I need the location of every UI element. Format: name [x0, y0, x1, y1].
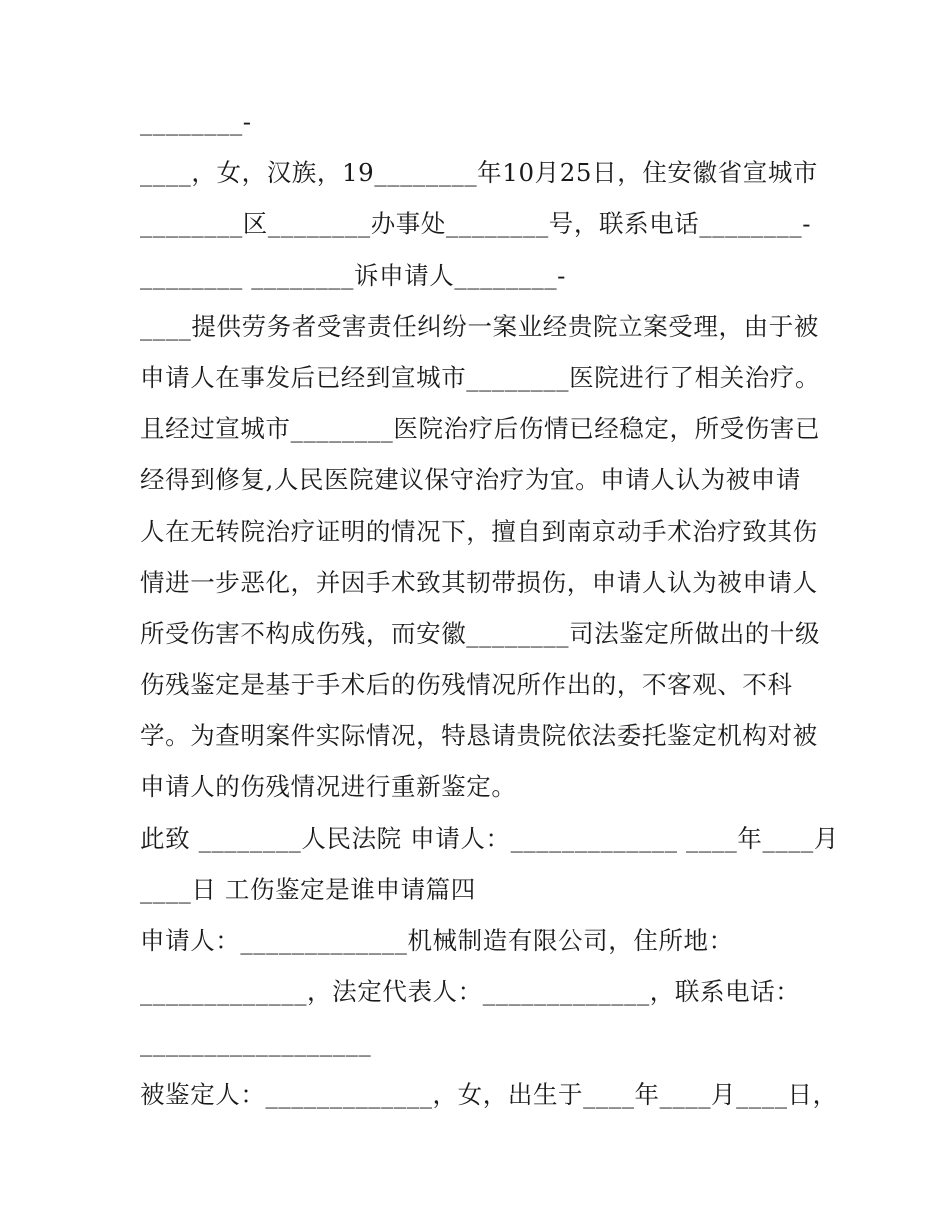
text-line-18: _____________，法定代表人：_____________，联系电话：: [140, 977, 801, 1007]
text-line-14: 申请人的伤残情况进行重新鉴定。: [140, 772, 517, 802]
text-line-19: __________________: [140, 1028, 372, 1058]
text-line-5: ____提供劳务者受害责任纠纷一案业经贵院立案受理，由于被: [140, 311, 819, 341]
text-line-8: 经得到修复,人民医院建议保守治疗为宜。申请人认为被申请: [140, 465, 801, 495]
text-line-7: 且经过宣城市________医院治疗后伤情已经稳定，所受伤害已: [140, 414, 821, 444]
text-line-17: 申请人：_____________机械制造有限公司，住所地：: [140, 926, 734, 955]
document-page: [140, 96, 840, 1120]
text-line-3: ________区________办事处________号，联系电话________-: [140, 209, 812, 239]
section-heading-line: ____日 工伤鉴定是谁申请篇四: [140, 874, 476, 904]
text-line-1: ________-: [140, 107, 252, 136]
text-line-20: 被鉴定人：_____________，女，出生于____年____月____日，: [140, 1079, 838, 1109]
text-line-15: 此致 ________人民法院 申请人：_____________ ____年____月: [140, 823, 840, 853]
text-line-2: ____，女，汉族，19________年10月25日，住安徽省宣城市: [140, 158, 819, 188]
text-line-11: 所受伤害不构成伤残，而安徽________司法鉴定所做出的十级: [140, 618, 821, 648]
text-line-4: ________ ________诉申请人________-: [140, 260, 567, 290]
text-line-13: 学。为查明案件实际情况，特恳请贵院依法委托鉴定机构对被: [140, 721, 818, 751]
text-line-12: 伤残鉴定是基于手术后的伤残情况所作出的，不客观、不科: [140, 670, 793, 700]
text-line-9: 人在无转院治疗证明的情况下，擅自到南京动手术治疗致其伤: [140, 516, 818, 546]
text-line-6: 申请人在事发后已经到宣城市________医院进行了相关治疗。: [140, 362, 821, 392]
text-line-10: 情进一步恶化，并因手术致其韧带损伤，申请人认为被申请人: [140, 567, 818, 597]
